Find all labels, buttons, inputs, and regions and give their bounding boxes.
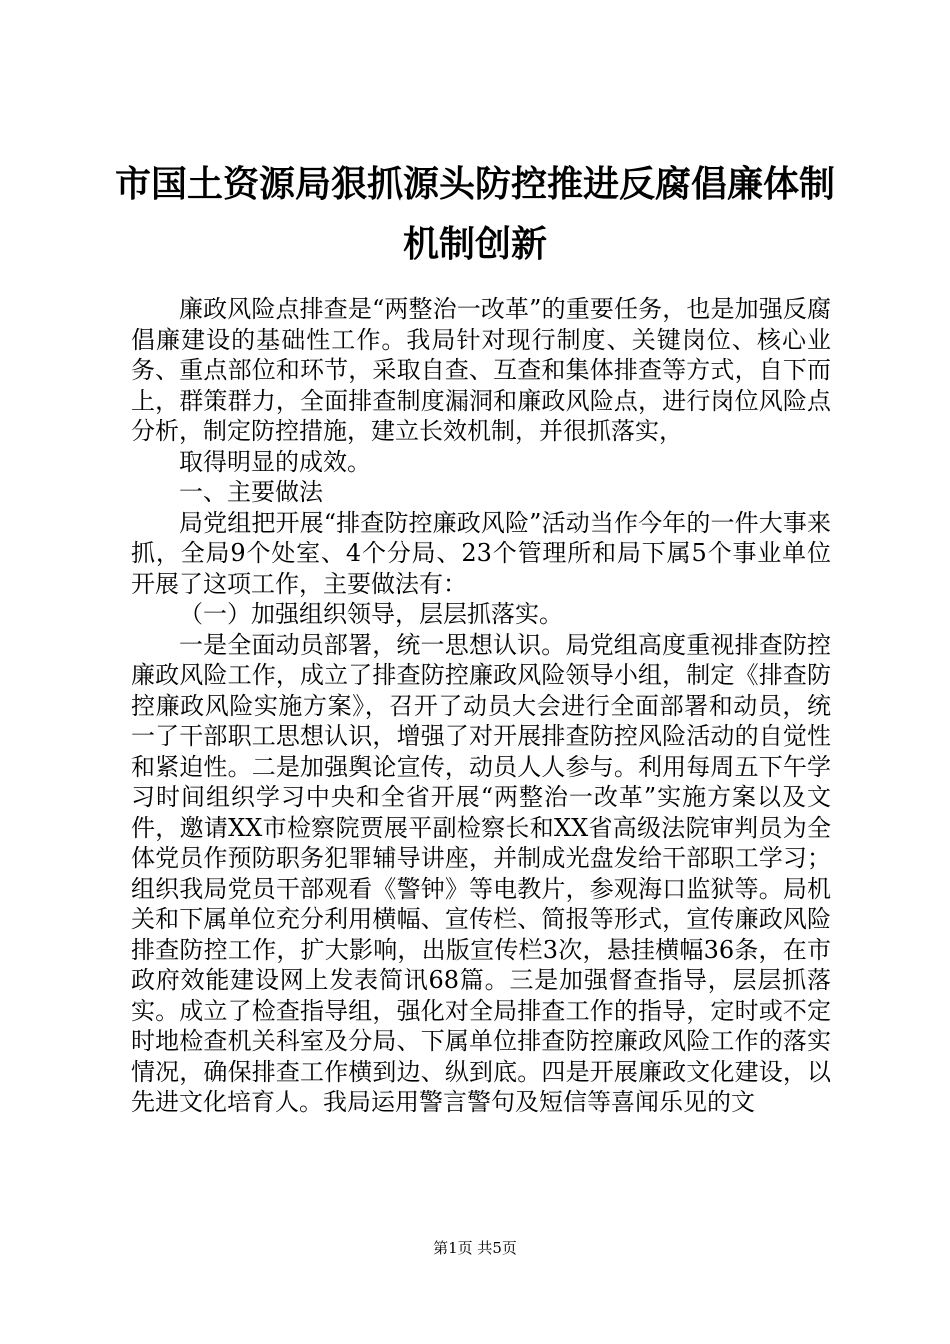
document-title-line-1: 市国土资源局狠抓源头防控推进反腐倡廉体制 <box>114 163 835 205</box>
page-number-footer: 第1页 共5页 <box>433 1239 517 1257</box>
subsection-heading: （一）加强组织领导，层层抓落实。 <box>179 600 563 628</box>
paragraph: 廉政风险点排查是“两整治一改革”的重要任务，也是加强反腐倡廉建设的基础性工作。我局针对现行制度、关键岗位、核心业务、重点部位和环节，采取自查、互查和集体排查等方式，自下而上，群策群力，全面排查制度漏洞和廉政风险点，进行岗位风险点分析，制定防控措施，建立长效机制，并很抓落实， <box>131 295 831 445</box>
paragraph: 取得明显的成效。 <box>179 447 371 476</box>
paragraph: 局党组把开展“排查防控廉政风险”活动当作今年的一件大事来抓，全局9个处室、4个分局、23个管理所和局下属5个事业单位开展了这项工作，主要做法有： <box>131 508 831 598</box>
section-heading: 一、主要做法 <box>179 478 323 506</box>
paragraph: 一是全面动员部署，统一思想认识。局党组高度重视排查防控廉政风险工作，成立了排查防控廉政风险领导小组，制定《排查防控廉政风险实施方案》，召开了动员大会进行全面部署和动员，统一了干部职工思想认识，增强了对开展排查防控风险活动的自觉性和紧迫性。二是加强舆论宣传，动员人人参与。利用每周五下午学习时间组织学习中央和全省开展“两整治一改革”实施方案以及文件，邀请XX市检察院贾展平副检察长和XX省高级法院审判员为全体党员作预防职务犯罪辅导讲座，并制成光盘发给干部职工学习；组织我局党员干部观看《警钟》等电教片，参观海口监狱等。局机关和下属单位充分利用横幅、宣传栏、简报等形式，宣传廉政风险排查防控工作，扩大影响，出版宣传栏3次，悬挂横幅36条，在市政府效能建设网上发表简讯68篇。三是加强督查指导，层层抓落实。成立了检查指导组，强化对全局排查工作的指导，定时或不定时地检查机关科室及分局、下属单位排查防控廉政风险工作的落实情况，确保排查工作横到边、纵到底。四是开展廉政文化建设，以先进文化培育人。我局运用警言警句及短信等喜闻乐见的文 <box>131 630 831 1116</box>
document-body <box>131 294 831 1118</box>
document-title-line-2: 机制创新 <box>402 223 547 265</box>
